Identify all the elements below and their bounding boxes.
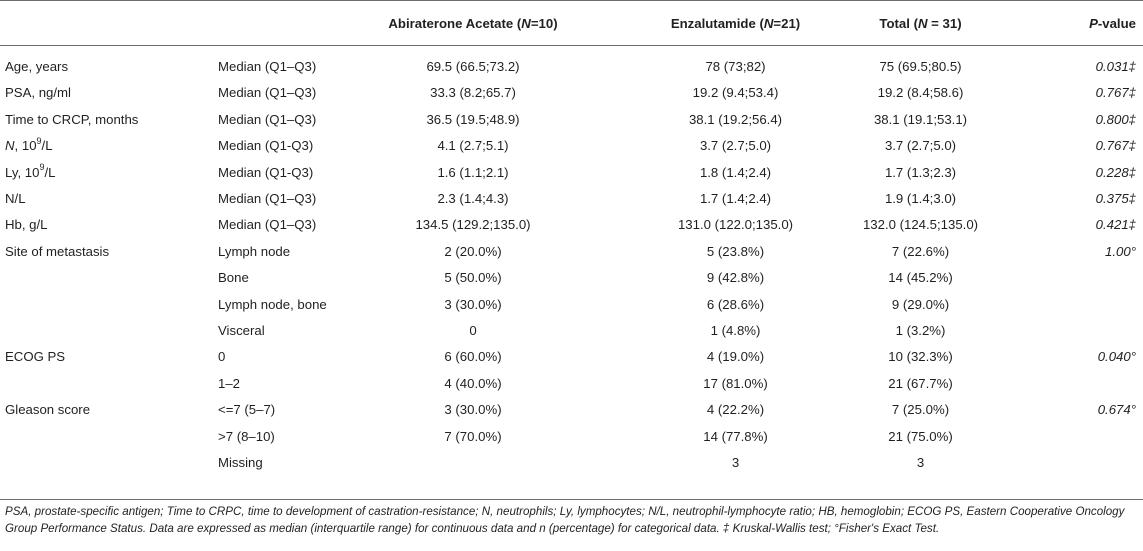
table-row [0, 266, 1143, 290]
row-statistic: Median (Q1–Q3) [218, 85, 317, 101]
row-p-value: 0.800‡ [1095, 111, 1136, 127]
row-abiraterone-value: 36.5 (19.5;48.9) [426, 111, 520, 127]
row-variable: Gleason score [5, 402, 91, 418]
row-enzalutamide-value: 9 (42.8%) [706, 270, 765, 286]
table-row [0, 372, 1143, 396]
table-row [0, 134, 1143, 158]
table-row [0, 451, 1143, 475]
row-abiraterone-value: 4.1 (2.7;5.1) [437, 138, 509, 154]
row-p-value: 0.767‡ [1095, 85, 1136, 101]
table-footnote: PSA, prostate-specific antigen; Time to CRPC, time to development of castration-resistance; N, neutrophils; Ly, lymphocytes; N/L, neutrophil-lymphocyte ratio; HB, hemoglobin; ECOG PS, Eastern Cooperative Oncology Group Performance Status. Data are expressed as median (interquartile range) for continuous data and n (percentage) for categorical data. ‡ Kruskal-Wallis test; °Fisher's Exact Test. [5, 505, 1125, 535]
row-variable: Site of metastasis [5, 243, 110, 259]
row-enzalutamide-value: 4 (19.0%) [706, 349, 765, 365]
table-row [0, 161, 1143, 185]
row-p-value: 0.375‡ [1095, 191, 1136, 206]
row-abiraterone-value: 2 (20.0%) [444, 243, 502, 259]
table-row [0, 293, 1143, 317]
row-total-value: 1 (3.2%) [895, 323, 946, 338]
row-variable: Ly, $10^9/L$ [5, 162, 56, 180]
table-row [0, 345, 1143, 369]
row-variable: N, $10^9/L$ [5, 135, 53, 154]
row-total-value: 14 (45.2%) [888, 270, 953, 286]
header-abiraterone: Abiraterone Acetate (N=10) [388, 16, 558, 31]
row-total-value: 19.2 (8.4;58.6) [877, 85, 964, 101]
row-total-value: 1.9 (1.4;3.0) [884, 191, 957, 206]
row-total-value: 21 (67.7%) [888, 375, 953, 391]
row-enzalutamide-value: 1.8 (1.4;2.4) [699, 164, 772, 180]
row-total-value: 10 (32.3%) [888, 349, 953, 365]
row-variable: Time to CRCP, months [5, 111, 139, 127]
row-enzalutamide-value: 3 [731, 455, 740, 470]
row-total-value: 132.0 (124.5;135.0) [862, 217, 979, 233]
table-bottom-rule [0, 499, 1143, 500]
row-variable: PSA, ng/ml [5, 85, 71, 101]
row-total-value: 21 (75.0%) [888, 428, 953, 444]
row-statistic: Median (Q1–Q3) [218, 217, 317, 233]
row-abiraterone-value: 4 (40.0%) [444, 375, 502, 391]
row-statistic: >7 (8–10) [218, 428, 275, 444]
row-enzalutamide-value: 1 (4.8%) [710, 323, 761, 338]
row-p-value: 1.00° [1105, 243, 1136, 259]
row-abiraterone-value: 69.5 (66.5;73.2) [426, 59, 520, 74]
row-enzalutamide-value: 14 (77.8%) [703, 428, 768, 444]
row-variable: ECOG PS [5, 349, 66, 365]
row-enzalutamide-value: 38.1 (19.2;56.4) [688, 111, 783, 127]
row-abiraterone-value: 33.3 (8.2;65.7) [430, 85, 516, 101]
table-row [0, 425, 1143, 449]
row-statistic: <=7 (5–7) [218, 402, 276, 418]
table-top-rule [0, 0, 1143, 1]
row-statistic: Bone [218, 270, 249, 286]
table-header-rule [0, 45, 1143, 46]
row-abiraterone-value: 134.5 (129.2;135.0) [415, 217, 531, 233]
table-row [0, 108, 1143, 132]
row-enzalutamide-value: 4 (22.2%) [706, 402, 765, 418]
row-abiraterone-value: 3 (30.0%) [444, 296, 502, 312]
row-enzalutamide-value: 131.0 (122.0;135.0) [677, 217, 794, 233]
row-p-value: 0.421‡ [1095, 217, 1136, 233]
row-abiraterone-value: 6 (60.0%) [444, 349, 502, 365]
row-statistic: Visceral [218, 323, 265, 338]
row-statistic: Median (Q1–Q3) [218, 191, 317, 206]
row-total-value: 38.1 (19.1;53.1) [873, 111, 968, 127]
table-row [0, 319, 1143, 343]
row-total-value: 75 (69.5;80.5) [879, 59, 962, 74]
row-abiraterone-value: 2.3 (1.4;4.3) [437, 191, 509, 206]
table-row [0, 55, 1143, 79]
row-p-value: 0.228‡ [1095, 164, 1136, 180]
row-enzalutamide-value: 3.7 (2.7;5.0) [699, 138, 772, 154]
table-row [0, 398, 1143, 422]
row-statistic: 0 [218, 349, 226, 365]
row-total-value: 3 [916, 455, 925, 470]
header-enzalutamide: Enzalutamide (N=21) [670, 16, 801, 31]
row-total-value: 1.7 (1.3;2.3) [884, 164, 957, 180]
row-statistic: Median (Q1–Q3) [218, 111, 317, 127]
row-abiraterone-value: 5 (50.0%) [444, 270, 502, 286]
row-enzalutamide-value: 17 (81.0%) [703, 375, 768, 391]
row-enzalutamide-value: 1.7 (1.4;2.4) [699, 191, 772, 206]
row-p-value: 0.767‡ [1095, 138, 1136, 154]
table-row [0, 187, 1143, 211]
row-variable: Age, years [5, 59, 69, 74]
row-total-value: 9 (29.0%) [891, 296, 950, 312]
row-abiraterone-value: 3 (30.0%) [444, 402, 502, 418]
row-enzalutamide-value: 6 (28.6%) [706, 296, 765, 312]
table-header-row [0, 10, 1143, 38]
row-statistic: Lymph node [218, 243, 291, 259]
row-p-value: 0.031‡ [1095, 59, 1136, 74]
row-total-value: 7 (25.0%) [891, 402, 950, 418]
row-enzalutamide-value: 78 (73;82) [705, 59, 766, 74]
row-enzalutamide-value: 19.2 (9.4;53.4) [692, 85, 779, 101]
row-abiraterone-value: 7 (70.0%) [444, 428, 502, 444]
row-p-value: 0.040° [1097, 349, 1136, 365]
row-abiraterone-value: 1.6 (1.1;2.1) [437, 164, 509, 180]
header-total: Total (N = 31) [879, 16, 962, 31]
row-statistic: Median (Q1-Q3) [218, 164, 314, 180]
table-row [0, 213, 1143, 237]
row-enzalutamide-value: 5 (23.8%) [706, 243, 765, 259]
row-variable: N/L [5, 191, 26, 206]
table-row [0, 240, 1143, 264]
table-row [0, 81, 1143, 105]
row-total-value: 3.7 (2.7;5.0) [884, 138, 957, 154]
row-statistic: Median (Q1-Q3) [218, 138, 314, 154]
row-statistic: Missing [218, 455, 263, 470]
header-p-value: P-value [1089, 16, 1136, 31]
row-statistic: Lymph node, bone [218, 296, 327, 312]
row-abiraterone-value: 0 [469, 323, 477, 338]
row-statistic: 1–2 [218, 375, 241, 391]
row-p-value: 0.674° [1097, 402, 1136, 418]
row-statistic: Median (Q1–Q3) [218, 59, 317, 74]
row-total-value: 7 (22.6%) [891, 243, 950, 259]
row-variable: Hb, g/L [5, 217, 48, 233]
